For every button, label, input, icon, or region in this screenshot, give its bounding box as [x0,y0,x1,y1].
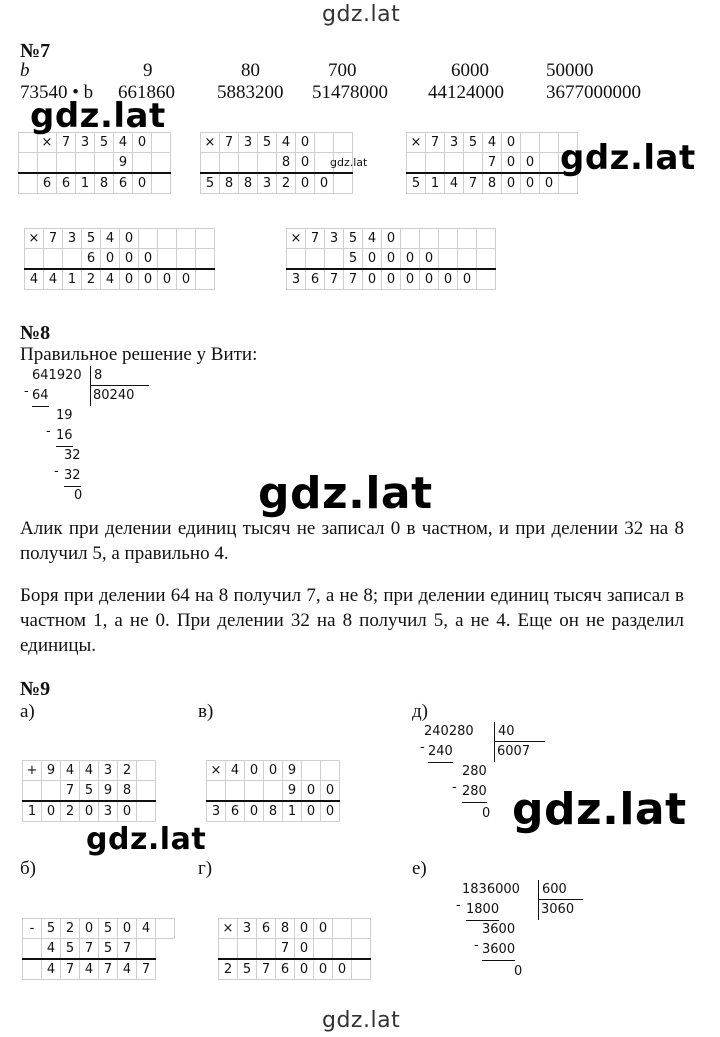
grid-cell [207,781,226,802]
grid-cell: 5 [42,919,61,939]
grid-cell [245,781,264,802]
grid-cell: 0 [133,173,152,194]
grid-cell: 1 [283,801,302,822]
grid-cell [152,153,171,174]
watermark-6: gdz.lat [86,822,207,857]
b-value-4: 6000 [451,60,489,81]
grid-cell: 6 [276,959,295,980]
grid-cell: 0 [158,269,177,290]
grid-cell [352,919,371,939]
grid-cell: 4 [363,229,382,249]
grid-cell [258,153,277,174]
grid-cell: 6 [114,173,133,194]
grid-cell: 0 [177,269,196,290]
grid-cell [137,761,156,781]
grid-cell: 5 [344,249,363,270]
grid-cell [420,229,439,249]
grid-cell: 9 [42,761,61,781]
remainder-2: 32 [64,448,81,463]
grid-cell: 0 [521,153,540,174]
grid-cell: 9 [114,153,133,174]
grid-cell [401,229,420,249]
grid-cell: 4 [80,959,99,980]
grid-cell: 5 [201,173,220,194]
grid-cell: 3 [445,133,464,153]
product-value-1: 661860 [118,82,175,103]
grid-cell: 8 [239,173,258,194]
grid-cell: 0 [321,781,340,802]
grid-cell: 4 [101,269,120,290]
dividend-e: 1836000 [462,882,520,897]
grid-cell: 6 [226,801,245,822]
grid-cell [139,229,158,249]
grid-cell: 0 [382,269,401,290]
divisor-d: 40 [494,722,515,762]
grid-cell [352,959,371,980]
grid-cell: 3 [238,919,257,939]
grid-cell: 4 [445,173,464,194]
grid-cell: 0 [245,761,264,781]
watermark-4: gdz.lat [258,468,433,519]
product-value-3: 51478000 [312,82,388,103]
grid-cell: 6 [257,919,276,939]
grid-cell: 0 [245,801,264,822]
grid-cell: 0 [264,761,283,781]
grid-cell: 4 [483,133,502,153]
grid-cell: 8 [220,173,239,194]
grid-cell: × [201,133,220,153]
grid-cell: 0 [382,229,401,249]
label-g: г) [198,858,213,879]
grid-cell: 4 [277,133,296,153]
grid-cell: 3 [99,761,118,781]
label-e: е) [412,858,427,879]
grid-cell: 0 [540,173,559,194]
grid-cell [352,939,371,960]
grid-cell [238,939,257,960]
grid-cell [196,229,215,249]
watermark-3: gdz.lat [560,138,696,178]
grid-cell [540,133,559,153]
grid-cell: 8 [483,173,502,194]
grid-cell: 0 [439,269,458,290]
grid-cell: × [207,761,226,781]
grid-cell [57,153,76,174]
grid-cell: 3 [325,229,344,249]
grid-cell [334,173,353,194]
grid-addition-a [22,760,156,822]
grid-cell: 7 [220,133,239,153]
grid-cell: 0 [296,153,315,174]
grid-mult-50000 [286,228,496,290]
grid-cell: 0 [295,939,314,960]
grid-cell: - [23,919,42,939]
grid-subtraction-b [22,918,175,980]
grid-cell [158,249,177,270]
grid-cell: 5 [99,919,118,939]
grid-cell [333,939,352,960]
grid-cell: 8 [277,153,296,174]
grid-cell: 2 [118,761,137,781]
grid-cell [19,153,38,174]
grid-cell: 7 [44,229,63,249]
grid-cell: 3 [287,269,306,290]
grid-cell: 5 [61,939,80,960]
grid-cell [23,781,42,802]
long-division-task8: 641920 8 80240 - 64 19 - 16 32 - 32 0 [24,366,164,516]
task7-title: №7 [20,40,51,62]
grid-cell: 7 [61,781,80,802]
divisor-e: 600 [538,880,567,920]
grid-cell: 8 [95,173,114,194]
grid-cell: 4 [118,959,137,980]
grid-cell [314,939,333,960]
grid-cell [325,249,344,270]
grid-cell: × [38,133,57,153]
grid-cell [257,939,276,960]
grid-cell [158,229,177,249]
grid-cell: 3 [99,801,118,822]
grid-cell [63,249,82,270]
grid-cell: 7 [137,959,156,980]
grid-cell: 0 [321,801,340,822]
grid-cell: 2 [219,959,238,980]
grid-cell: 7 [99,959,118,980]
grid-cell [38,153,57,174]
grid-cell: 5 [99,939,118,960]
grid-cell [137,939,156,960]
grid-cell: 5 [258,133,277,153]
task8-paragraph-2: Боря при делении 64 на 8 получил 7, а не 8; при делении единиц тысяч записал в частном 1, а не 0. При делении 32 на 8 получил 5, а не 4. Еще он не разделил единицы. [20,585,684,656]
grid-cell: 7 [306,229,325,249]
grid-mult-6000 [24,228,215,290]
grid-cell: 1 [23,801,42,822]
grid-cell [76,153,95,174]
grid-cell [25,249,44,270]
grid-cell: 4 [114,133,133,153]
grid-cell: 3 [239,133,258,153]
b-value-3: 700 [328,60,357,81]
grid-cell: 0 [502,133,521,153]
grid-cell [477,229,496,249]
label-b: б) [20,858,36,879]
grid-cell: 0 [302,801,321,822]
grid-cell: 0 [295,919,314,939]
grid-cell: 0 [80,919,99,939]
dividend-d: 240280 [424,724,474,739]
grid-cell: 4 [61,761,80,781]
grid-cell: 7 [57,133,76,153]
grid-cell: 8 [276,919,295,939]
grid-cell: 0 [420,249,439,270]
grid-cell [23,959,42,980]
grid-cell: 0 [521,173,540,194]
grid-cell [239,153,258,174]
grid-cell: 6 [57,173,76,194]
divisor: 8 [90,366,102,406]
grid-cell: 4 [25,269,44,290]
grid-cell: 0 [458,269,477,290]
task8-title: №8 [20,322,51,344]
grid-cell [287,249,306,270]
b-label: b [20,60,30,81]
grid-cell: 0 [296,133,315,153]
subtract-e-2: 3600 [482,940,515,961]
grid-cell: 0 [296,173,315,194]
long-division-e: 1836000 600 3060 - 1800 3600 - 3600 0 [462,880,602,990]
grid-cell [196,249,215,270]
dividend: 641920 [32,368,82,383]
grid-cell: 2 [82,269,101,290]
grid-cell: 0 [502,173,521,194]
product-label: 73540 • b [20,82,94,103]
grid-cell: 4 [137,919,156,939]
grid-cell: 0 [314,959,333,980]
grid-cell: 6 [38,173,57,194]
watermark-1: gdz.lat [30,96,166,136]
grid-cell [44,249,63,270]
grid-cell [95,153,114,174]
grid-cell: × [287,229,306,249]
grid-mult-9 [18,132,171,194]
grid-cell [439,229,458,249]
grid-cell [177,249,196,270]
grid-cell [426,153,445,174]
grid-cell: 9 [283,781,302,802]
grid-cell: 0 [302,781,321,802]
grid-cell: 0 [315,173,334,194]
subtract-1: 64 [32,386,49,407]
grid-cell: 0 [363,269,382,290]
grid-cell: 5 [238,959,257,980]
grid-cell [137,801,156,822]
grid-cell: 7 [257,959,276,980]
grid-cell: 6 [82,249,101,270]
grid-cell [306,249,325,270]
grid-cell [156,919,175,939]
quotient-d: 6007 [494,741,545,762]
remainder-e-2: 0 [514,964,523,979]
grid-cell: 0 [120,249,139,270]
grid-cell [458,249,477,270]
grid-cell: 0 [118,919,137,939]
grid-cell: 5 [344,229,363,249]
grid-cell [220,153,239,174]
grid-cell: 0 [120,229,139,249]
grid-cell [201,153,220,174]
grid-cell [196,269,215,290]
grid-cell: 0 [120,269,139,290]
remainder-d-2: 0 [482,806,491,821]
subtract-d-2: 280 [462,782,487,803]
grid-cell: 0 [420,269,439,290]
grid-cell: 4 [42,959,61,980]
grid-cell: 0 [333,959,352,980]
grid-cell: 7 [344,269,363,290]
grid-cell: 3 [258,173,277,194]
grid-cell [264,781,283,802]
grid-cell [445,153,464,174]
grid-cell: 1 [426,173,445,194]
grid-cell: 9 [99,781,118,802]
grid-cell: + [23,761,42,781]
grid-cell: 5 [407,173,426,194]
grid-cell [521,133,540,153]
task9-title: №9 [20,678,51,700]
grid-cell: 7 [325,269,344,290]
grid-cell: 5 [80,781,99,802]
label-v: в) [198,701,214,722]
remainder-3: 0 [74,488,83,503]
quotient-e: 3060 [538,899,583,920]
grid-cell: 0 [382,249,401,270]
long-division-d: 240280 40 6007 - 240 280 - 280 0 [424,722,564,832]
grid-cell [152,173,171,194]
grid-cell: 6 [306,269,325,290]
product-value-4: 44124000 [428,82,504,103]
grid-cell: 1 [76,173,95,194]
grid-cell [19,173,38,194]
grid-cell: 0 [101,249,120,270]
grid-cell [315,133,334,153]
remainder-e-1: 3600 [482,922,516,937]
label-a: а) [20,701,35,722]
grid-cell [177,229,196,249]
grid-cell: 0 [139,269,158,290]
subtract-e-1: 1800 [466,900,499,921]
grid-cell: 7 [464,173,483,194]
grid-mult-g [218,918,371,980]
b-value-1: 9 [143,60,153,81]
grid-cell [302,761,321,781]
grid-cell: 7 [426,133,445,153]
remainder-d-1: 280 [462,764,487,779]
task8-intro: Правильное решение у Вити: [20,344,258,365]
grid-cell [226,781,245,802]
grid-cell: 0 [401,249,420,270]
subtract-3: 32 [64,466,81,487]
grid-cell: 7 [80,939,99,960]
watermark-bottom: gdz.lat [322,1008,401,1033]
grid-cell [333,919,352,939]
grid-cell: 0 [363,249,382,270]
product-value-2: 5883200 [217,82,284,103]
grid-cell: 2 [277,173,296,194]
watermark-2: gdz.lat [330,156,368,169]
product-value-5: 3677000000 [546,82,641,103]
grid-cell: 3 [207,801,226,822]
grid-cell [477,249,496,270]
grid-cell: 0 [133,133,152,153]
grid-cell [133,153,152,174]
subtract-2: 16 [56,426,73,447]
grid-cell [23,939,42,960]
grid-cell: 4 [101,229,120,249]
quotient: 80240 [90,385,149,406]
grid-cell: 0 [80,801,99,822]
grid-cell: 7 [61,959,80,980]
grid-cell: 9 [283,761,302,781]
b-value-5: 50000 [546,60,594,81]
grid-cell: 0 [502,153,521,174]
grid-cell: 1 [63,269,82,290]
grid-cell: 7 [118,939,137,960]
grid-cell: × [407,133,426,153]
grid-cell: 3 [76,133,95,153]
grid-cell [458,229,477,249]
grid-cell [334,133,353,153]
watermark-top: gdz.lat [322,2,401,27]
grid-cell: 2 [61,801,80,822]
grid-cell: × [25,229,44,249]
grid-mult-700 [406,132,578,194]
grid-cell: 0 [314,919,333,939]
grid-cell: 2 [61,919,80,939]
grid-cell: 5 [82,229,101,249]
grid-cell: 3 [63,229,82,249]
grid-cell: 4 [226,761,245,781]
grid-cell [321,761,340,781]
grid-mult-v [206,760,340,822]
grid-cell: 8 [118,781,137,802]
grid-cell: 0 [401,269,420,290]
grid-cell: 0 [139,249,158,270]
grid-cell [407,153,426,174]
grid-cell: 0 [42,801,61,822]
grid-cell: 5 [464,133,483,153]
grid-cell [540,153,559,174]
grid-cell: 0 [295,959,314,980]
grid-cell: 4 [42,939,61,960]
watermark-5: gdz.lat [512,784,687,835]
b-value-2: 80 [241,60,260,81]
grid-cell: 8 [264,801,283,822]
grid-cell: 7 [483,153,502,174]
task8-paragraph-1: Алик при делении единиц тысяч не записал 0 в частном, и при делении 32 на 8 получил 5, а правильно 4. [20,518,684,564]
grid-cell: 7 [276,939,295,960]
grid-cell [42,781,61,802]
grid-cell: 4 [44,269,63,290]
grid-cell: 4 [80,761,99,781]
grid-cell [477,269,496,290]
grid-cell [219,939,238,960]
label-d: д) [412,701,428,722]
grid-cell [464,153,483,174]
grid-cell: 5 [95,133,114,153]
grid-cell [137,781,156,802]
grid-cell: × [219,919,238,939]
subtract-d-1: 240 [428,742,453,763]
remainder-1: 19 [56,408,73,423]
grid-cell: 0 [118,801,137,822]
grid-cell [439,249,458,270]
